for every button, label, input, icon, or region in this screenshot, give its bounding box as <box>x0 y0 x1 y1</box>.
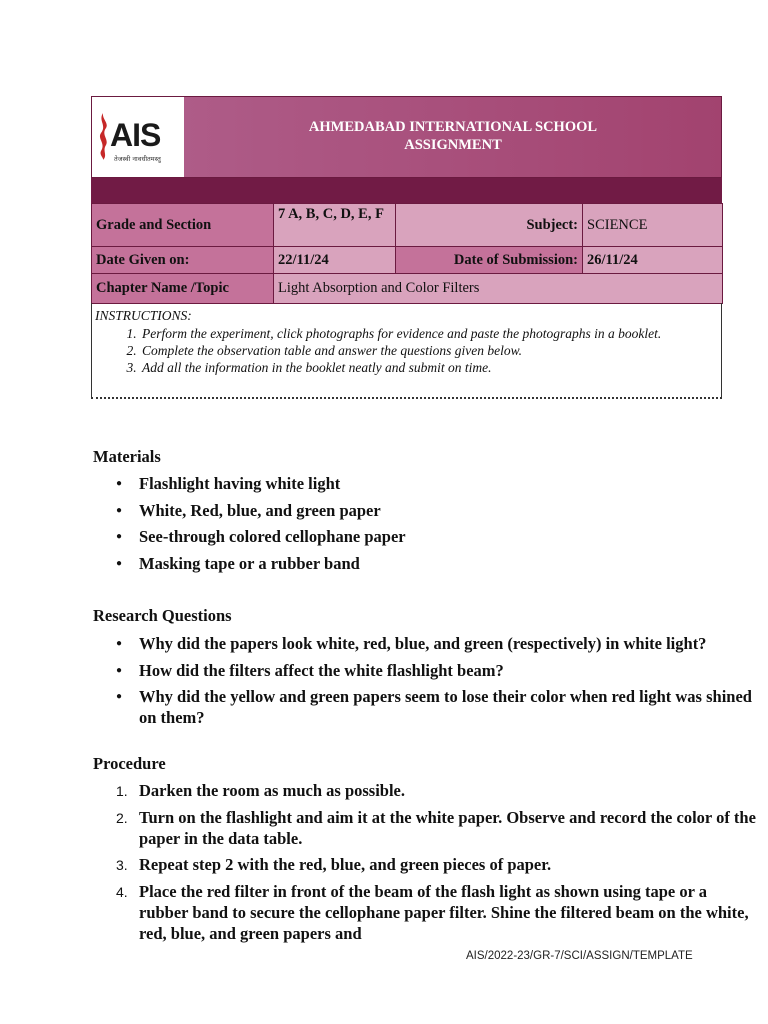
document-type: ASSIGNMENT <box>404 137 502 153</box>
list-item: Repeat step 2 with the red, blue, and green pieces of paper. <box>139 855 552 874</box>
list-item: ● Why did the papers look white, red, blue, and green (respectively) in white light? <box>139 633 759 654</box>
procedure-heading: Procedure <box>93 754 166 773</box>
list-item: ● Why did the yellow and green papers seem to lose their color when red light was shined on them? <box>139 686 759 728</box>
list-item: Place the red filter in front of the beam of the flash light as shown using tape or a rubber band to secure the cellophane paper filter. Shine the filtered beam on the white, red, blue, and green papers and <box>139 881 749 943</box>
list-item: ● Masking tape or a rubber band <box>139 553 759 574</box>
research-questions-list <box>93 633 759 734</box>
school-logo <box>92 97 184 177</box>
materials-heading: Materials <box>93 447 161 466</box>
chapter-label: Chapter Name /Topic <box>92 274 274 304</box>
table-row <box>92 247 723 274</box>
submission-label: Date of Submission: <box>396 247 583 274</box>
grade-label: Grade and Section <box>92 204 274 247</box>
chapter-value: Light Absorption and Color Filters <box>274 274 723 304</box>
instructions-box <box>91 303 722 399</box>
subject-label: Subject: <box>396 204 583 247</box>
list-item: ● Flashlight having white light <box>139 473 759 494</box>
flame-icon <box>96 111 110 161</box>
list-item: ● How did the filters affect the white flashlight beam? <box>139 660 759 681</box>
instruction-item: 2. Complete the observation table and answer the questions given below. <box>140 342 720 359</box>
list-item: Turn on the flashlight and aim it at the white paper. Observe and record the color of the paper in the data table. <box>139 807 756 848</box>
footer-document-code: AIS/2022-23/GR-7/SCI/ASSIGN/TEMPLATE <box>466 950 693 962</box>
document-title <box>184 118 722 154</box>
submission-value: 26/11/24 <box>583 247 723 274</box>
date-given-value: 22/11/24 <box>274 247 396 274</box>
list-item: ● White, Red, blue, and green paper <box>139 500 759 521</box>
subject-value: SCIENCE <box>583 204 723 247</box>
instructions-list <box>92 325 720 376</box>
logo-motto: तेजस्वी नावधीतमस्तु <box>114 155 161 163</box>
research-questions-heading: Research Questions <box>93 606 232 625</box>
header-divider-band <box>91 178 722 203</box>
logo-text: AIS <box>110 117 161 153</box>
instruction-item: 3. Add all the information in the booklet neatly and submit on time. <box>140 359 720 376</box>
list-item: ● See-through colored cellophane paper <box>139 526 759 547</box>
list-item: Darken the room as much as possible. <box>139 781 406 800</box>
materials-list <box>93 473 759 579</box>
table-row <box>92 274 723 304</box>
procedure-list <box>93 780 759 949</box>
assignment-info-table <box>91 203 723 304</box>
school-name: AHMEDABAD INTERNATIONAL SCHOOL <box>308 119 598 135</box>
date-given-label: Date Given on: <box>92 247 274 274</box>
instructions-heading: INSTRUCTIONS: <box>95 308 192 323</box>
table-row <box>92 204 723 247</box>
grade-value: 7 A, B, C, D, E, F <box>274 204 396 247</box>
instruction-item: 1. Perform the experiment, click photographs for evidence and paste the photographs in a booklet. <box>140 325 720 342</box>
